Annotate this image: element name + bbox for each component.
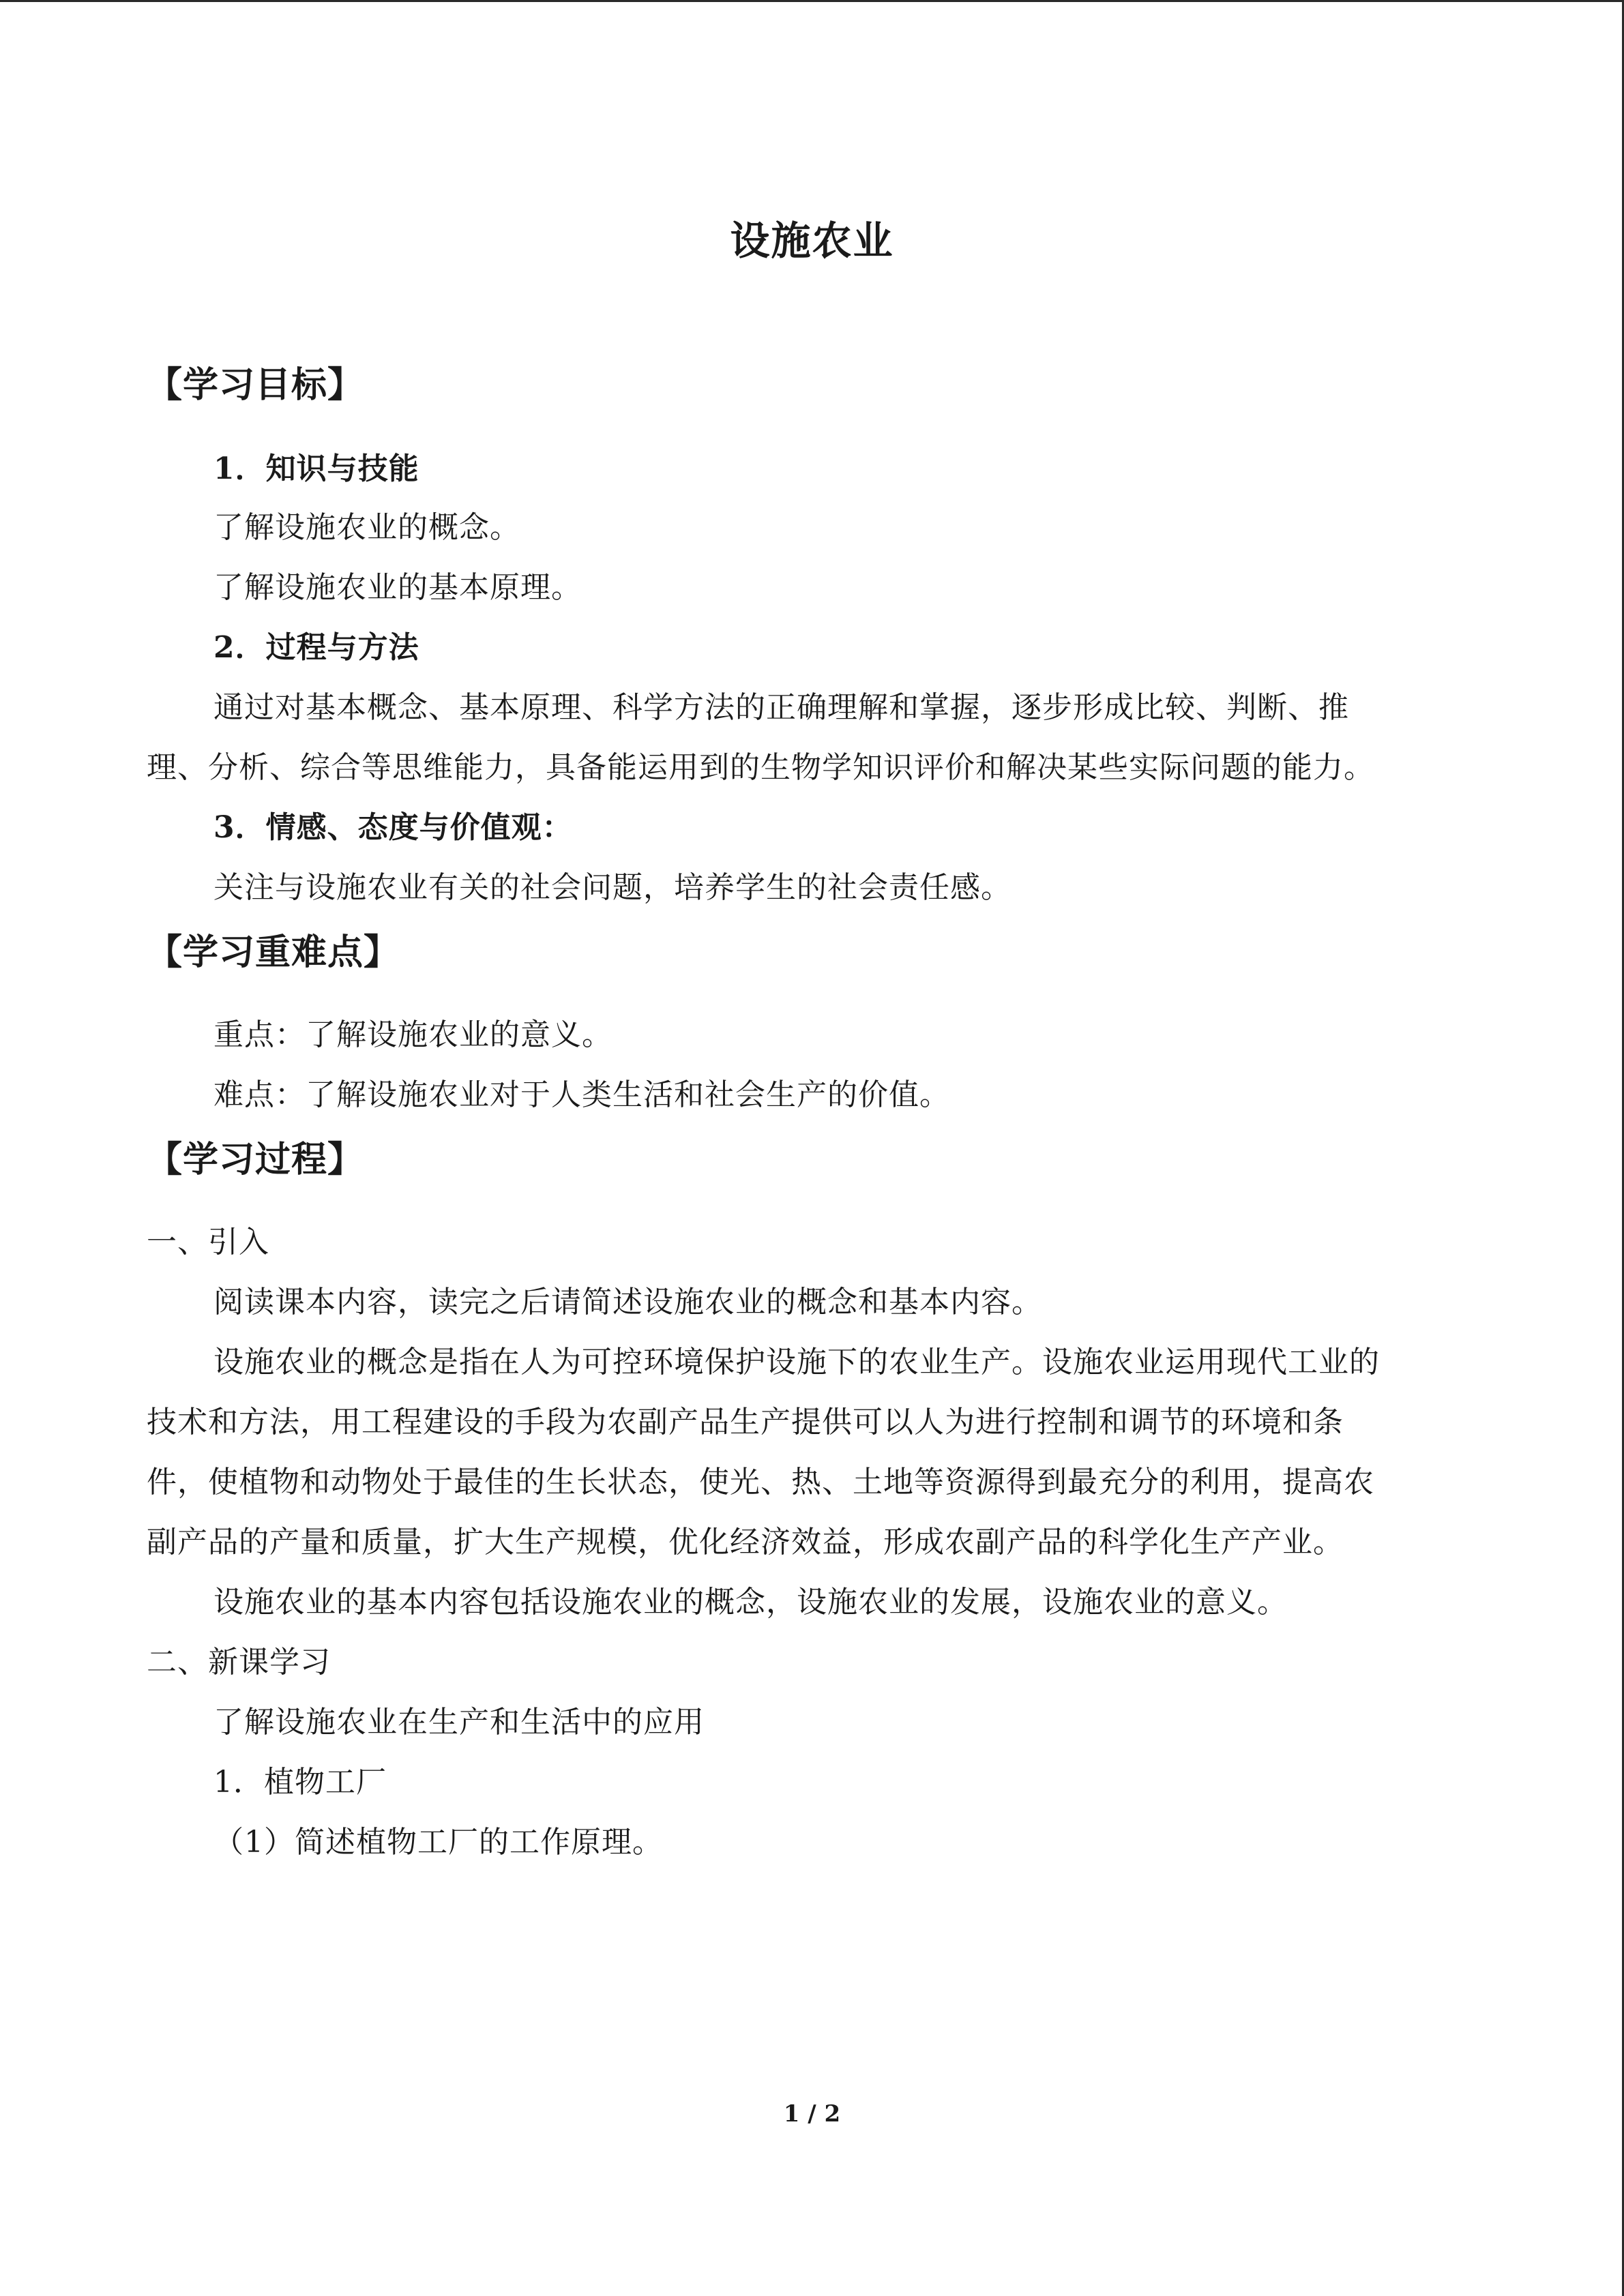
paragraph-line: （1）简述植物工厂的工作原理。 [213, 1825, 663, 1860]
paragraph-line: 了解设施农业的概念。 [213, 510, 520, 545]
part-heading-intro: 一、引入 [147, 1225, 269, 1259]
paragraph-line: 设施农业的概念是指在人为可控环境保护设施下的农业生产。设施农业运用现代工业的 [213, 1345, 1380, 1380]
paragraph-line: 重点：了解设施农业的意义。 [213, 1017, 612, 1052]
subheading-knowledge-skills: 1．知识与技能 [213, 451, 419, 486]
subheading-process-methods: 2．过程与方法 [213, 630, 419, 665]
paragraph-line: 1．植物工厂 [213, 1765, 387, 1800]
paragraph-line: 了解设施农业在生产和生活中的应用 [213, 1705, 705, 1740]
paragraph-line: 关注与设施农业有关的社会问题，培养学生的社会责任感。 [213, 870, 1012, 905]
paragraph-line: 设施农业的基本内容包括设施农业的概念，设施农业的发展，设施农业的意义。 [213, 1585, 1288, 1620]
paragraph-line: 了解设施农业的基本原理。 [213, 570, 582, 605]
paragraph-line: 件，使植物和动物处于最佳的生长状态，使光、热、土地等资源得到最充分的利用，提高农 [147, 1465, 1374, 1500]
section-heading-objectives: 【学习目标】 [147, 364, 364, 406]
section-heading-process: 【学习过程】 [147, 1139, 364, 1180]
paragraph-line: 难点：了解设施农业对于人类生活和社会生产的价值。 [213, 1077, 950, 1112]
paragraph-line: 理、分析、综合等思维能力，具备能运用到的生物学知识评价和解决某些实际问题的能力。 [147, 750, 1374, 785]
document-title: 设施农业 [730, 218, 894, 264]
paragraph-line: 通过对基本概念、基本原理、科学方法的正确理解和掌握，逐步形成比较、判断、推 [213, 690, 1349, 725]
part-heading-new-lesson: 二、新课学习 [147, 1645, 331, 1680]
paragraph-line: 副产品的产量和质量，扩大生产规模，优化经济效益，形成农副产品的科学化生产产业。 [147, 1525, 1344, 1560]
page-top-border [0, 0, 1624, 2]
paragraph-line: 技术和方法，用工程建设的手段为农副产品生产提供可以人为进行控制和调节的环境和条 [147, 1405, 1344, 1440]
section-heading-key-points: 【学习重难点】 [147, 931, 400, 973]
subheading-attitudes-values: 3．情感、态度与价值观： [213, 810, 573, 845]
paragraph-line: 阅读课本内容，读完之后请简述设施农业的概念和基本内容。 [213, 1285, 1042, 1320]
page-number: 1 / 2 [783, 2100, 841, 2128]
